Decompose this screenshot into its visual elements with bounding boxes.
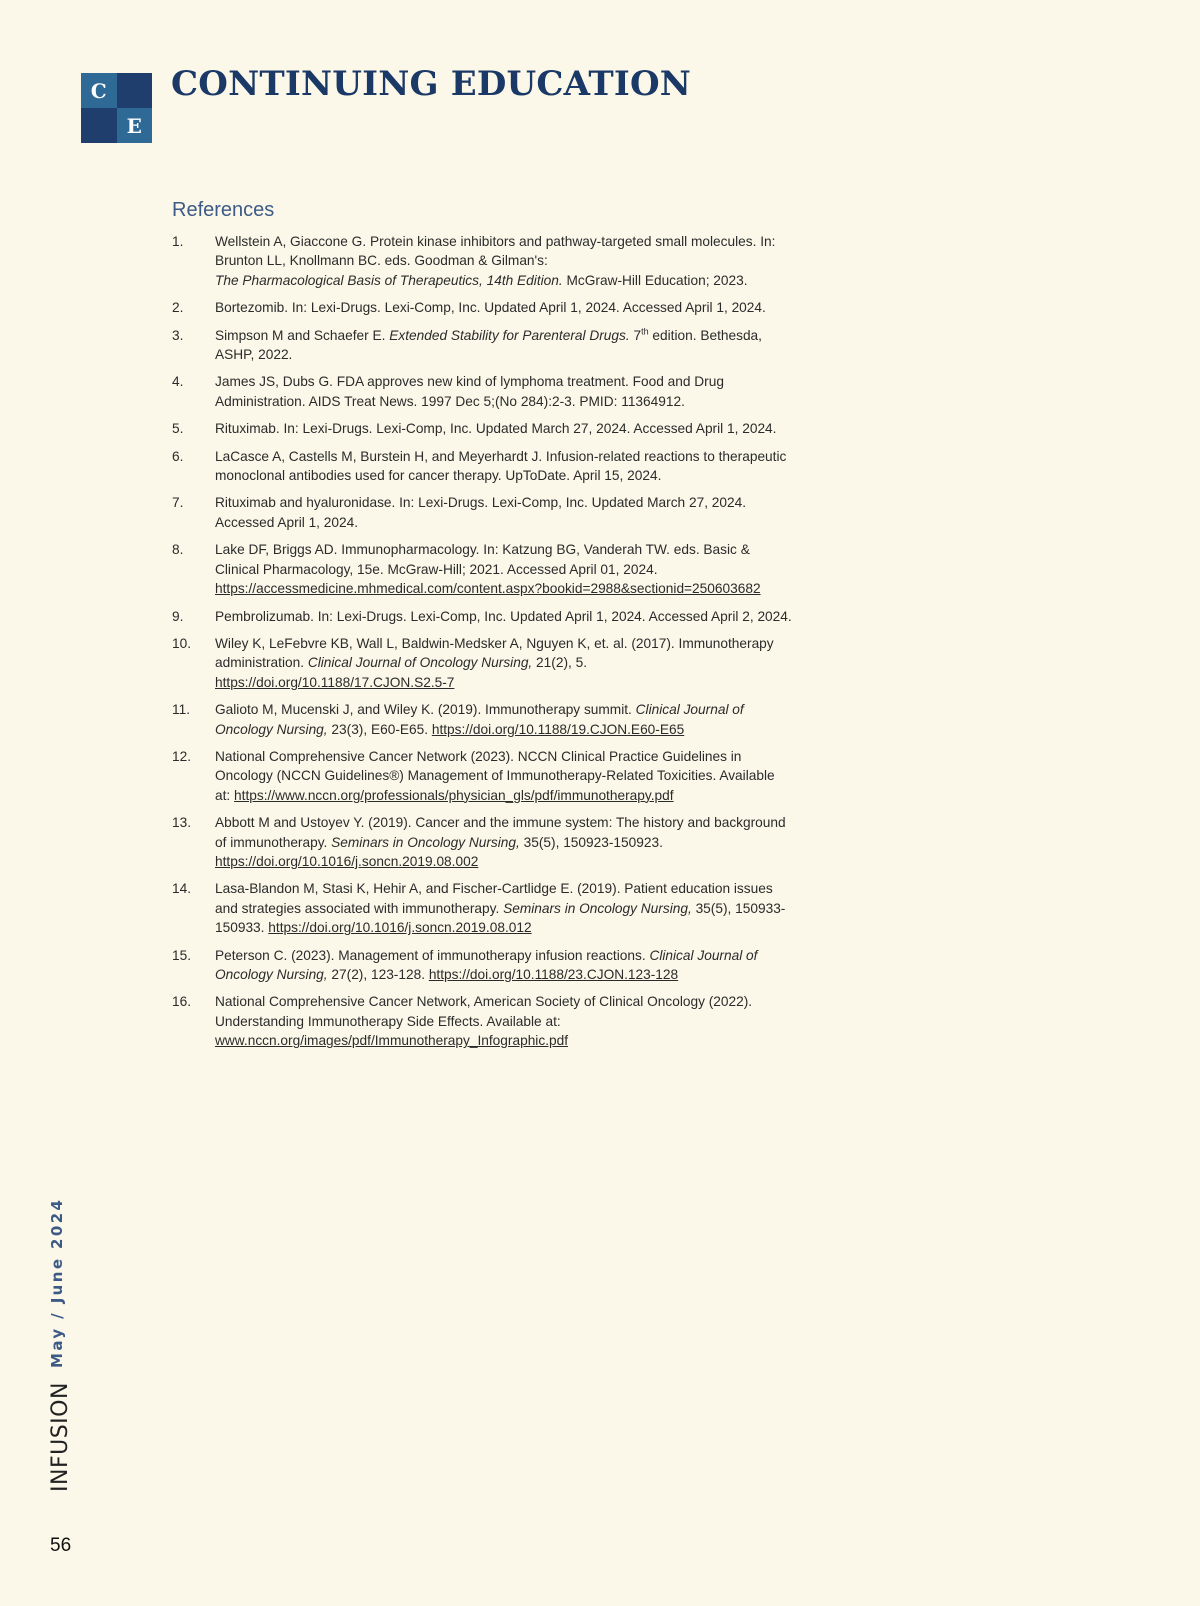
reference-source-title: The Pharmacological Basis of Therapeutics, 14th Edition.: [215, 272, 563, 288]
reference-number: 7.: [172, 495, 184, 511]
reference-text: [215, 636, 774, 690]
reference-text-segment: Lake DF, Briggs AD. Immunopharmacology. In: Katzung BG, Vanderah TW. eds. Basic & Clinical Pharmacology, 15e. McGraw-Hill; 2021. Accessed April 01, 2024.: [215, 542, 750, 577]
reference-text-segment: Peterson C. (2023). Management of immunotherapy infusion reactions.: [215, 947, 650, 963]
reference-source-title: Seminars in Oncology Nursing,: [331, 834, 520, 850]
logo-letter-c: C: [81, 73, 117, 108]
reference-text: [215, 702, 744, 736]
reference-number: 10.: [172, 635, 192, 651]
reference-item: [172, 232, 792, 290]
reference-text-segment: Abbott M and Ustoyev Y. (2019). Cancer and the immune system: The history and background of immunotherapy.: [215, 815, 786, 850]
reference-text-segment: 7: [629, 327, 642, 343]
reference-link[interactable]: https://doi.org/10.1188/17.CJON.S2.5-7: [215, 674, 455, 690]
reference-item: [172, 447, 792, 486]
logo-letter-e: E: [117, 108, 153, 143]
reference-text-segment: 21(2), 5.: [532, 655, 588, 671]
reference-source-title: Clinical Journal of Oncology Nursing,: [307, 655, 533, 671]
reference-text-segment: Simpson M and Schaefer E.: [215, 327, 390, 343]
reference-number: 12.: [172, 748, 192, 764]
reference-item: [172, 946, 792, 985]
reference-text-segment: 35(5), 150933-150933.: [215, 900, 786, 936]
reference-item: [172, 634, 792, 692]
reference-link[interactable]: https://doi.org/10.1016/j.soncn.2019.08.002: [215, 853, 479, 869]
issue-date: May / June 2024: [48, 1197, 66, 1368]
reference-text-segment: National Comprehensive Cancer Network (2023). NCCN Clinical Practice Guidelines in Oncology (NCCN Guidelines®) Management of Immunotherapy-Related Toxicities. Available at:: [215, 748, 775, 803]
reference-number: 6.: [172, 448, 184, 464]
reference-text: [215, 948, 757, 982]
reference-text-segment: Wiley K, LeFebvre KB, Wall L, Baldwin-Medsker A, Nguyen K, et. al. (2017). Immunotherapy administration.: [215, 635, 774, 671]
reference-item: [172, 298, 792, 317]
reference-number: 3.: [172, 327, 184, 343]
reference-text-segment: LaCasce A, Castells M, Burstein H, and Meyerhardt J. Infusion-related reactions to therapeutic monoclonal antibodies used for cancer therapy. UpToDate. April 15, 2024.: [215, 448, 787, 484]
reference-text-segment: Rituximab and hyaluronidase. In: Lexi-Drugs. Lexi-Comp, Inc. Updated March 27, 2024. Accessed April 1, 2024.: [215, 495, 747, 530]
reference-text: [215, 609, 792, 624]
reference-text: [215, 495, 746, 529]
reference-link[interactable]: https://accessmedicine.mhmedical.com/content.aspx?bookid=2988&sectionid=250603682: [215, 581, 761, 597]
reference-text: [215, 881, 785, 935]
reference-text-segment: 27(2), 123-128.: [327, 967, 429, 982]
reference-item: [172, 992, 792, 1050]
reference-link[interactable]: https://doi.org/10.1016/j.soncn.2019.08.012: [268, 920, 532, 936]
reference-link[interactable]: https://doi.org/10.1188/23.CJON.123-128: [428, 967, 679, 982]
reference-number: 1.: [172, 234, 184, 249]
magazine-brand: INFUSION: [48, 1382, 73, 1492]
reference-number: 13.: [172, 815, 192, 831]
reference-number: 16.: [172, 994, 192, 1010]
reference-item: [172, 747, 792, 805]
reference-text: [215, 749, 775, 803]
reference-item: [172, 372, 792, 411]
reference-item: [172, 879, 792, 937]
reference-number: 15.: [172, 947, 192, 963]
reference-text: [215, 300, 766, 315]
reference-item: [172, 326, 792, 365]
reference-item: [172, 419, 792, 438]
reference-text: [215, 815, 786, 869]
reference-item: [172, 700, 792, 739]
reference-text-segment: 23(3), E60-E65.: [327, 721, 432, 737]
reference-text-segment: Galioto M, Mucenski J, and Wiley K. (2019). Immunotherapy summit.: [215, 702, 636, 718]
reference-text-segment: 35(5), 150923-150923.: [519, 834, 663, 850]
reference-number: 11.: [172, 702, 191, 718]
page-title: CONTINUING EDUCATION: [171, 64, 692, 104]
reference-number: 5.: [172, 421, 184, 437]
reference-link[interactable]: https://www.nccn.org/professionals/physician_gls/pdf/immunotherapy.pdf: [234, 787, 674, 803]
reference-item: [172, 540, 792, 598]
references-list: [172, 232, 792, 1059]
reference-number: 2.: [172, 300, 184, 316]
reference-link[interactable]: www.nccn.org/images/pdf/Immunotherapy_Infographic.pdf: [215, 1033, 569, 1049]
reference-source-title: Seminars in Oncology Nursing,: [503, 900, 692, 916]
reference-source-title: Extended Stability for Parenteral Drugs.: [389, 327, 630, 343]
reference-text: [215, 328, 762, 362]
reference-text: [215, 542, 761, 596]
reference-item: [172, 493, 792, 532]
reference-item: [172, 607, 792, 626]
reference-text-segment: Pembrolizumab. In: Lexi-Drugs. Lexi-Comp, Inc. Updated April 1, 2024. Accessed April 2, 2024.: [215, 608, 792, 624]
reference-text-segment: Lasa-Blandon M, Stasi K, Hehir A, and Fischer-Cartlidge E. (2019). Patient education issues and strategies associated with immunotherapy.: [215, 881, 773, 916]
reference-text-segment: McGraw-Hill Education; 2023.: [562, 272, 748, 288]
ce-logo: [81, 73, 152, 143]
reference-link[interactable]: https://doi.org/10.1188/19.CJON.E60-E65: [431, 721, 685, 737]
reference-text-segment: Rituximab. In: Lexi-Drugs. Lexi-Comp, Inc. Updated March 27, 2024. Accessed April 1, 2024.: [215, 421, 777, 437]
logo-block: [81, 108, 117, 143]
reference-text-segment: James JS, Dubs G. FDA approves new kind of lymphoma treatment. Food and Drug Administration. AIDS Treat News. 1997 Dec 5;(No 284):2-3. PMID: 11364912.: [215, 374, 724, 409]
references-heading: References: [172, 199, 275, 221]
reference-text: [215, 234, 775, 288]
reference-text-segment: Bortezomib. In: Lexi-Drugs. Lexi-Comp, Inc. Updated April 1, 2024. Accessed April 1, 2024.: [215, 300, 766, 316]
reference-text: [215, 421, 776, 436]
reference-text: [215, 449, 786, 483]
reference-text-segment: Wellstein A, Giaccone G. Protein kinase inhibitors and pathway-targeted small molecules. In: Brunton LL, Knollmann BC. eds. Goodman & Gilman's:: [215, 234, 776, 269]
reference-text: [215, 994, 752, 1048]
reference-text-segment: edition. Bethesda, ASHP, 2022.: [215, 327, 762, 363]
reference-superscript: th: [641, 326, 649, 337]
reference-text: [215, 374, 724, 408]
reference-source-title: Clinical Journal of Oncology Nursing,: [215, 702, 744, 737]
reference-number: 8.: [172, 542, 184, 558]
reference-text-segment: National Comprehensive Cancer Network, American Society of Clinical Oncology (2022). Understanding Immunotherapy Side Effects. Available at:: [215, 994, 753, 1029]
reference-item: [172, 813, 792, 871]
reference-source-title: Clinical Journal of Oncology Nursing,: [215, 947, 758, 982]
page-number: 56: [50, 1535, 72, 1556]
reference-number: 9.: [172, 608, 184, 624]
reference-number: 4.: [172, 374, 184, 390]
logo-block: [117, 73, 153, 108]
reference-number: 14.: [172, 881, 192, 897]
